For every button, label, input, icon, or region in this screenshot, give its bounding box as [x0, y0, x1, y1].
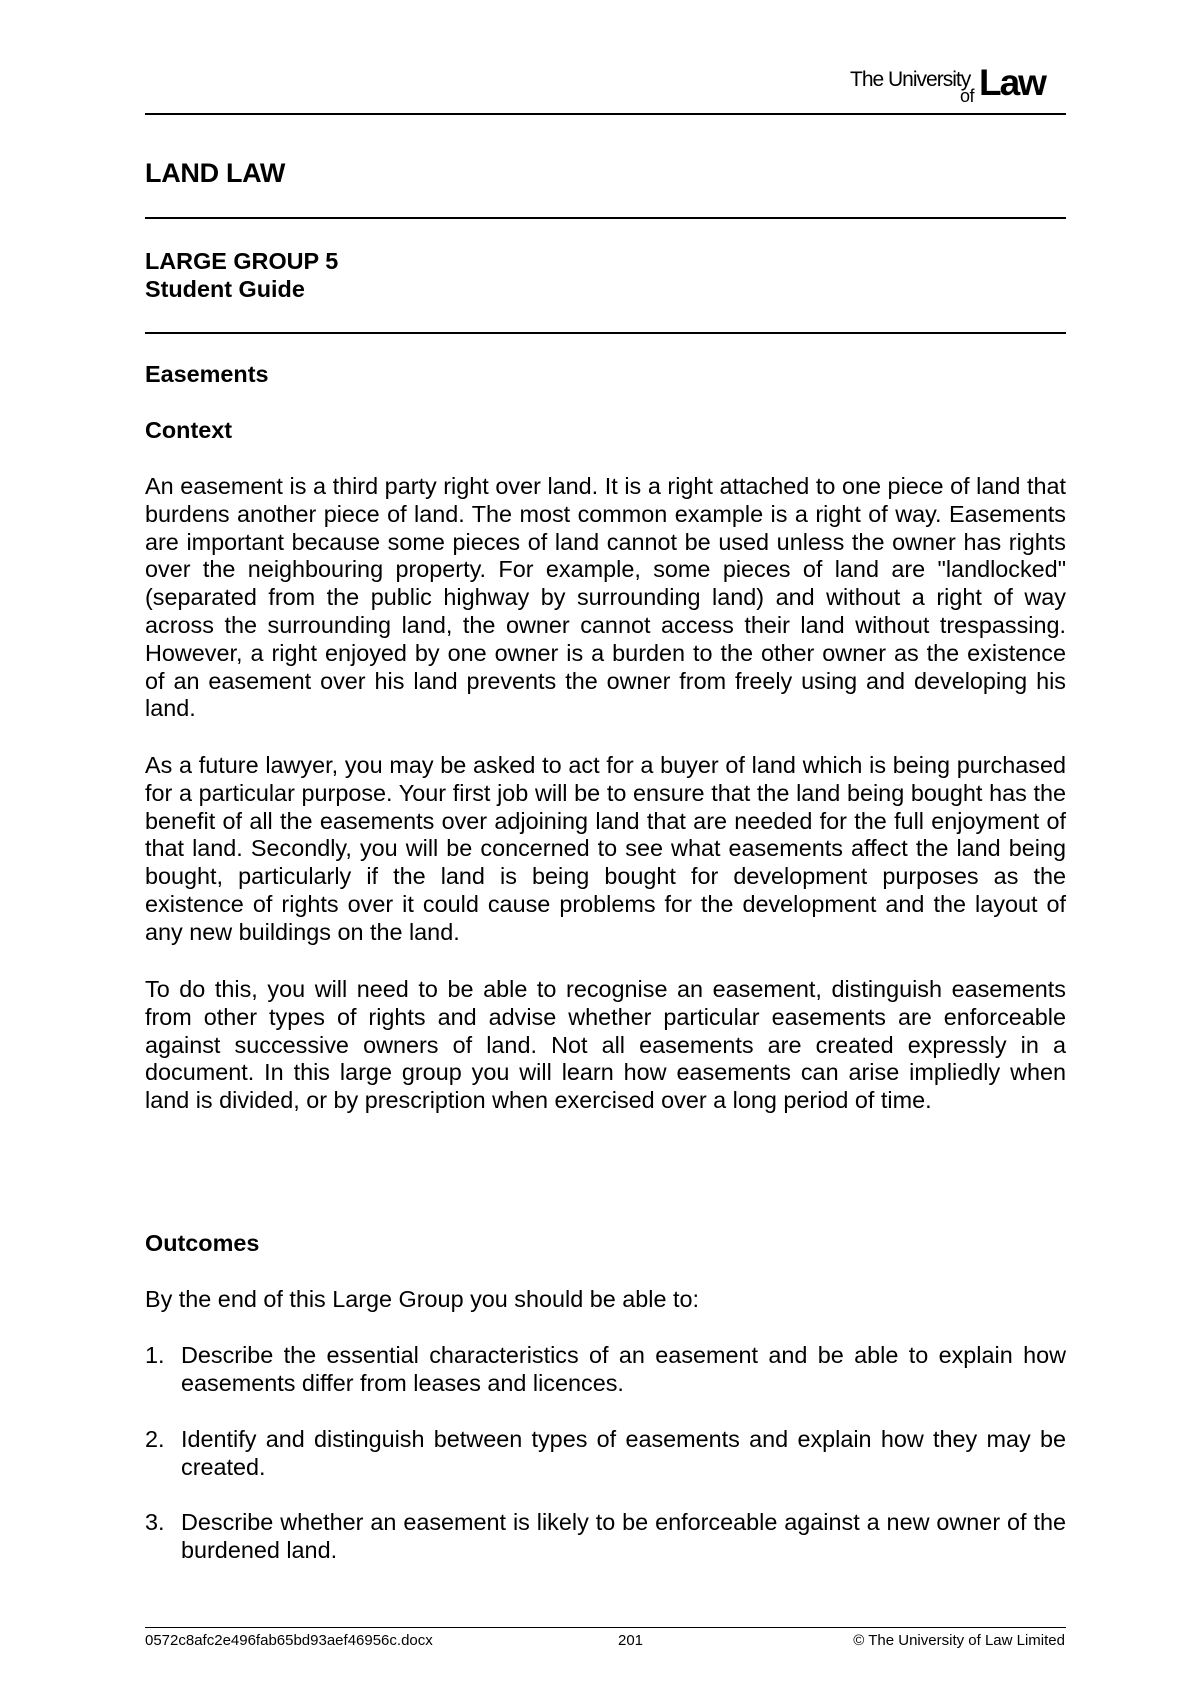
outcomes-intro: By the end of this Large Group you should be able to: [145, 1286, 699, 1312]
footer-rule [145, 1627, 1066, 1628]
logo-line-1: The University [850, 68, 971, 91]
group-title: LARGE GROUP 5 [145, 248, 339, 274]
footer-page-number: 201 [618, 1632, 644, 1649]
topic-heading: Easements [145, 361, 269, 387]
context-heading: Context [145, 417, 233, 443]
outcome-text: Describe the essential characteristics of an easement and be able to explain how easements differ from leases and licences. [181, 1342, 1066, 1396]
context-paragraph-2: As a future lawyer, you may be asked to act for a buyer of land which is being purchased for a particular purpose. Your first job will be to ensure that the land being bought has the benefit of all the easements over adjoining land that are needed for the full enjoyment of that land. Secondly, you will be concerned to see what easements affect the land being bought, particularly if the land is being bought for development purposes as the existence of rights over it could cause problems for the development and the layout of any new buildings on the land. [145, 752, 1066, 945]
outcome-item [145, 1426, 1066, 1482]
subtitle-rule [145, 332, 1066, 334]
outcomes-heading: Outcomes [145, 1230, 260, 1256]
outcome-text: Identify and distinguish between types of easements and explain how they may be created. [181, 1426, 1066, 1480]
outcome-number: 2. [145, 1426, 165, 1452]
outcome-item [145, 1342, 1066, 1398]
university-logo [850, 64, 1065, 110]
context-paragraph-1: An easement is a third party right over land. It is a right attached to one piece of land that burdens another piece of land. The most common example is a right of way. Easements are important because some pieces of land cannot be used unless the owner has rights over the neighbouring property. For example, some pieces of land are "landlocked" (separated from the public highway by surrounding land) and without a right of way across the surrounding land, the owner cannot access their land without trespassing. However, a right enjoyed by one owner is a burden to the other owner as the existence of an easement over his land prevents the owner from freely using and developing his land. [145, 473, 1066, 722]
logo-line-3: Law [979, 62, 1045, 103]
outcome-number: 1. [145, 1342, 165, 1368]
outcome-item [145, 1509, 1066, 1565]
footer-filename: 0572c8afc2e496fab65bd93aef46956c.docx [145, 1632, 433, 1649]
header-rule [145, 113, 1066, 115]
outcome-text: Describe whether an easement is likely to be enforceable against a new owner of the burdened land. [181, 1509, 1066, 1563]
footer-copyright: © The University of Law Limited [853, 1632, 1065, 1649]
course-title: LAND LAW [145, 158, 286, 188]
outcome-number: 3. [145, 1509, 165, 1535]
logo-line-2: of [960, 86, 975, 106]
guide-subtitle: Student Guide [145, 276, 305, 302]
title-rule [145, 217, 1066, 219]
context-paragraph-3: To do this, you will need to be able to recognise an easement, distinguish easements from other types of rights and advise whether particular easements are enforceable against successive owners of land. Not all easements are created expressly in a document. In this large group you will learn how easements can arise impliedly when land is divided, or by prescription when exercised over a long period of time. [145, 976, 1066, 1114]
